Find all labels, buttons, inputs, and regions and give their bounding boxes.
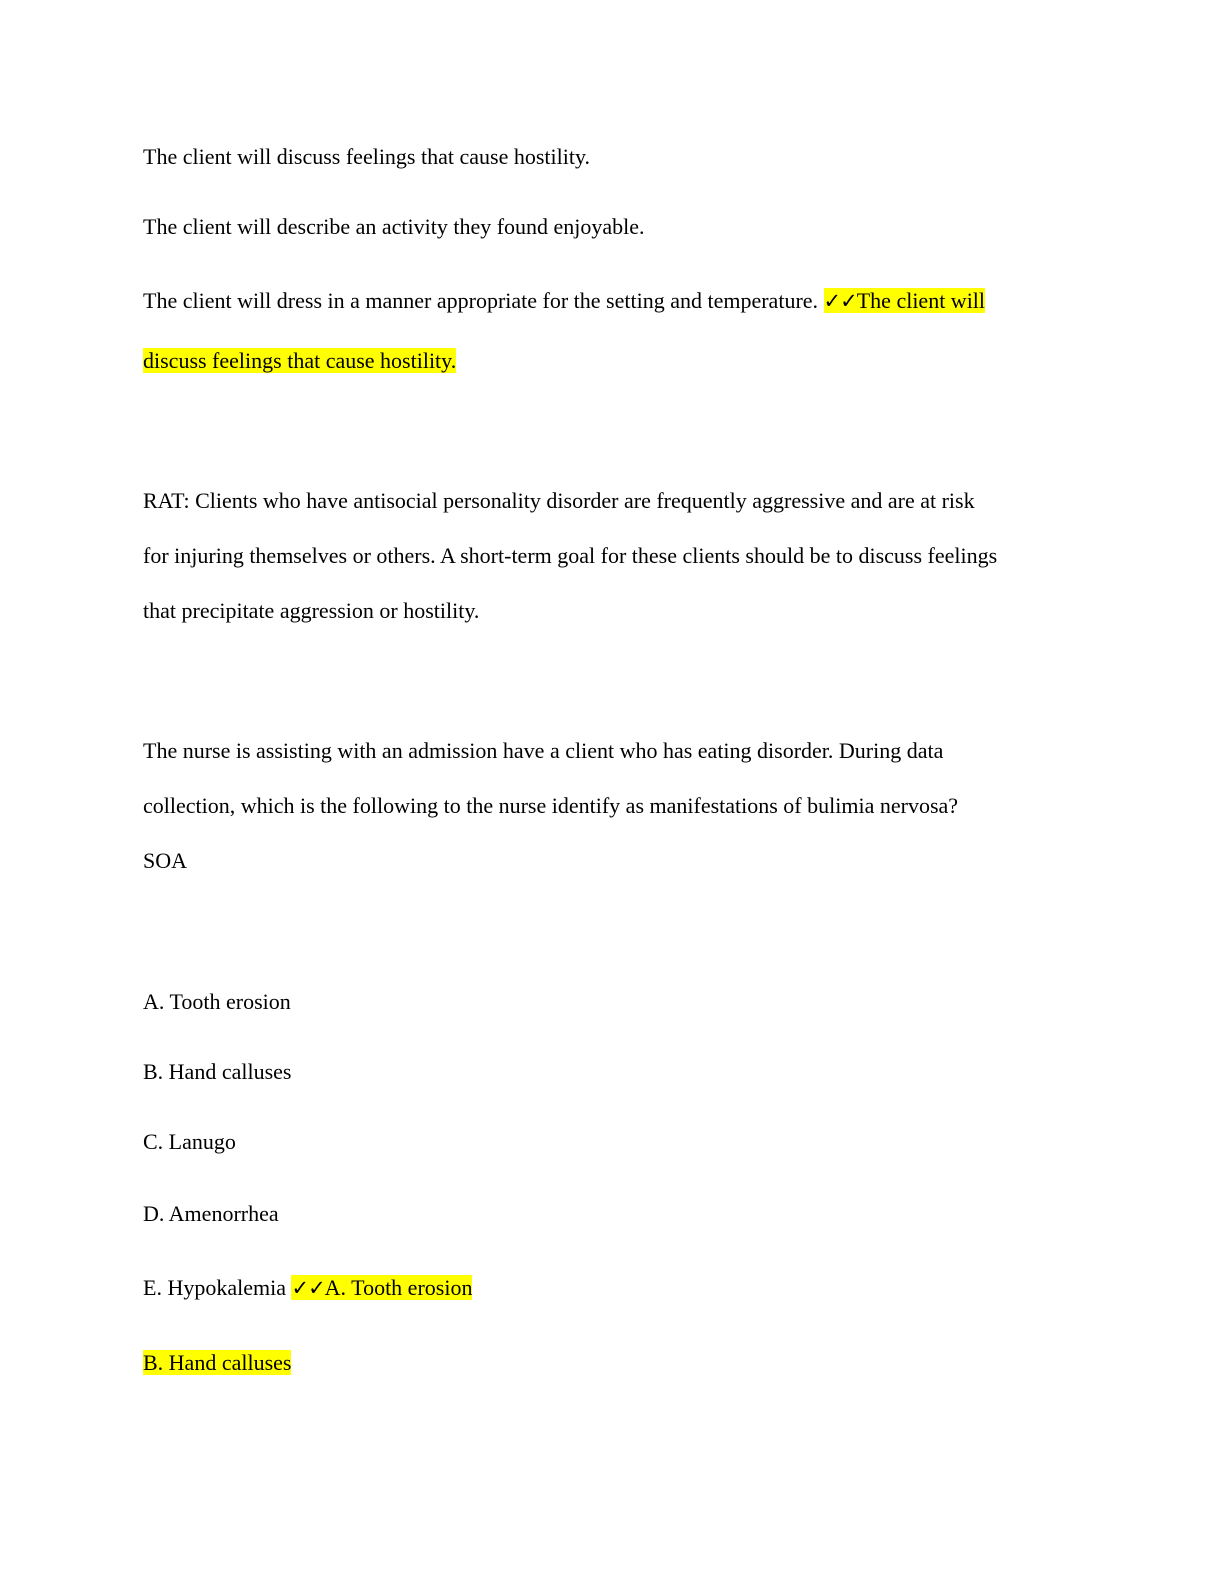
option-a: A. Tooth erosion (143, 989, 291, 1014)
answer-continuation (143, 1350, 291, 1376)
option-e-with-answer (143, 1275, 472, 1301)
question-line-1: The nurse is assisting with an admission have a client who has eating disorder. During data (143, 738, 944, 763)
answer-prev-continuation (143, 348, 456, 374)
option-c: C. Lanugo (143, 1129, 236, 1154)
answer-line1: A. Tooth erosion (324, 1275, 473, 1300)
checkmark-icon: ✓✓ (823, 289, 857, 313)
answer-highlight (291, 1275, 472, 1300)
answer-line2: B. Hand calluses (143, 1350, 292, 1375)
option-prev-3-with-answer (143, 288, 985, 314)
option-prev-2: The client will describe an activity they found enjoyable. (143, 214, 645, 239)
option-e: E. Hypokalemia (143, 1275, 286, 1300)
option-prev-3: The client will dress in a manner appropriate for the setting and temperature. (143, 288, 819, 313)
question-type: SOA (143, 848, 188, 873)
question-line-2: collection, which is the following to the nurse identify as manifestations of bulimia nervosa? (143, 793, 959, 818)
answer-prev-line1: The client will (856, 288, 986, 313)
rationale-line-1: RAT: Clients who have antisocial personality disorder are frequently aggressive and are at risk (143, 488, 975, 513)
option-prev-1: The client will discuss feelings that cause hostility. (143, 144, 591, 169)
rationale-line-2: for injuring themselves or others. A short-term goal for these clients should be to discuss feelings (143, 543, 998, 568)
option-d: D. Amenorrhea (143, 1201, 279, 1226)
rationale-line-3: that precipitate aggression or hostility. (143, 598, 480, 623)
option-b: B. Hand calluses (143, 1059, 292, 1084)
answer-prev-highlight (824, 288, 986, 313)
answer-prev-line2: discuss feelings that cause hostility. (143, 348, 457, 373)
checkmark-icon: ✓✓ (291, 1276, 325, 1300)
